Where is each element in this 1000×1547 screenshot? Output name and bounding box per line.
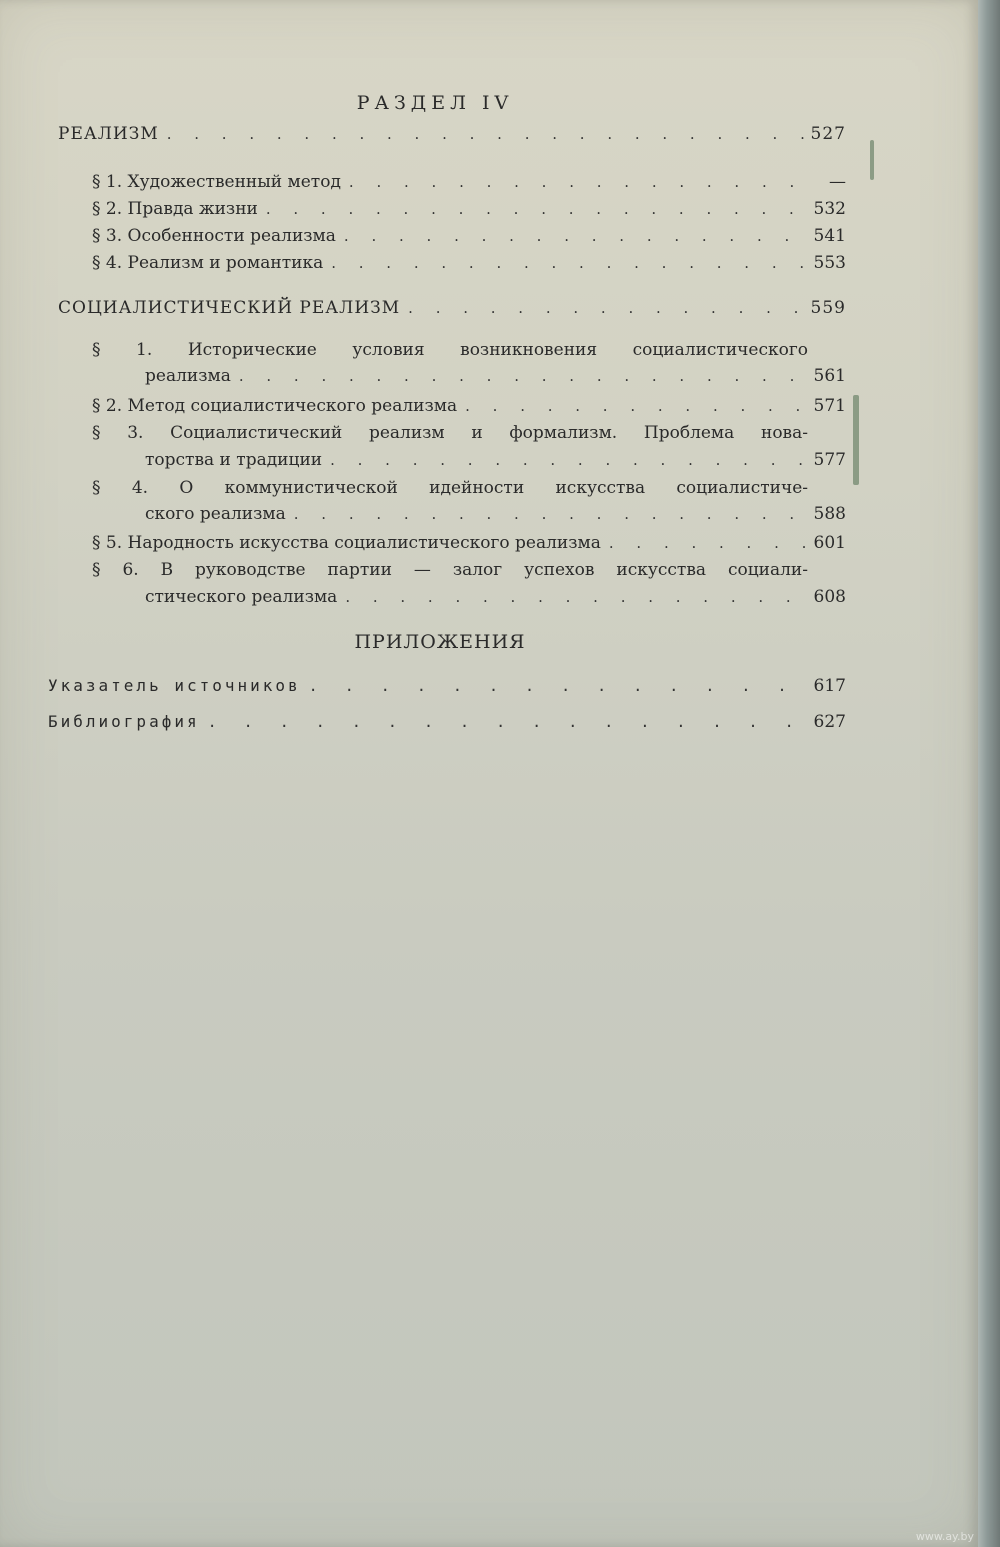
page-number: 577 bbox=[813, 450, 846, 470]
toc-paragraph bbox=[92, 226, 846, 246]
appendix-title: ПРИЛОЖЕНИЯ bbox=[354, 631, 526, 653]
page-number: 527 bbox=[810, 124, 846, 144]
toc-paragraph bbox=[92, 533, 846, 553]
leader-dots bbox=[294, 505, 808, 523]
chapter-title: РЕАЛИЗМ bbox=[58, 124, 159, 144]
appendix-entry-title: Указатель источников bbox=[48, 676, 301, 695]
page-number: 532 bbox=[813, 199, 846, 219]
page-edge-shadow bbox=[978, 0, 1000, 1547]
leader-dots bbox=[331, 254, 808, 272]
leader-dots bbox=[266, 200, 808, 218]
page-number: 571 bbox=[813, 396, 846, 416]
page-number: 608 bbox=[813, 587, 846, 607]
toc-paragraph bbox=[145, 587, 846, 607]
toc-appendix-entry bbox=[48, 676, 846, 696]
page-number: — bbox=[829, 172, 846, 192]
paragraph-title-line2: реализма bbox=[145, 366, 231, 386]
paragraph-title-line2: стического реализма bbox=[145, 587, 338, 607]
paragraph-title: § 5. Народность искусства социалистического реализма bbox=[92, 533, 601, 553]
leader-dots bbox=[309, 677, 808, 695]
paragraph-title: § 1. Художественный метод bbox=[92, 172, 341, 192]
paragraph-title: § 2. Метод социалистического реализма bbox=[92, 396, 458, 416]
leader-dots bbox=[330, 451, 808, 469]
page-number: 601 bbox=[813, 533, 846, 553]
paragraph-title-line1: § 4. О коммунистической идейности искусства социалистиче- bbox=[92, 478, 808, 498]
section-title: РАЗДЕЛ IV bbox=[356, 92, 514, 114]
paragraph-title: § 4. Реализм и романтика bbox=[92, 253, 324, 273]
page-number: 588 bbox=[813, 504, 846, 524]
page-number: 561 bbox=[813, 366, 846, 386]
chapter-title: СОЦИАЛИСТИЧЕСКИЙ РЕАЛИЗМ bbox=[58, 298, 401, 318]
toc-paragraph bbox=[92, 199, 846, 219]
paragraph-title-line2: торства и традиции bbox=[145, 450, 323, 470]
paragraph-title-line1: § 6. В руководстве партии — залог успехов искусства социали- bbox=[92, 560, 808, 580]
paragraph-title: § 2. Правда жизни bbox=[92, 199, 258, 219]
toc-chapter bbox=[58, 124, 846, 144]
leader-dots bbox=[349, 173, 808, 191]
toc-paragraph bbox=[92, 396, 846, 416]
appendix-entry-title: Библиография bbox=[48, 712, 200, 731]
leader-dots bbox=[345, 588, 808, 606]
paragraph-title-line2: ского реализма bbox=[145, 504, 286, 524]
page-number: 617 bbox=[813, 676, 846, 696]
toc-appendix-entry bbox=[48, 712, 846, 732]
leader-dots bbox=[465, 397, 808, 415]
toc-paragraph bbox=[145, 450, 846, 470]
leader-dots bbox=[208, 713, 808, 731]
toc-paragraph bbox=[92, 253, 846, 273]
leader-dots bbox=[408, 299, 806, 317]
page-number: 553 bbox=[813, 253, 846, 273]
watermark: www.ay.by bbox=[915, 1530, 974, 1543]
page-number: 627 bbox=[813, 712, 846, 732]
page-number: 541 bbox=[813, 226, 846, 246]
pencil-mark bbox=[853, 395, 859, 485]
pencil-mark bbox=[870, 140, 874, 180]
leader-dots bbox=[344, 227, 808, 245]
page-number: 559 bbox=[810, 298, 846, 318]
toc-paragraph bbox=[145, 504, 846, 524]
paragraph-title: § 3. Особенности реализма bbox=[92, 226, 336, 246]
leader-dots bbox=[239, 367, 808, 385]
toc-paragraph bbox=[145, 366, 846, 386]
leader-dots bbox=[167, 125, 807, 143]
paragraph-title-line1: § 3. Социалистический реализм и формализм. Проблема нова- bbox=[92, 423, 808, 443]
paragraph-title-line1: § 1. Исторические условия возникновения социалистического bbox=[92, 340, 808, 360]
leader-dots bbox=[609, 534, 808, 552]
toc-chapter bbox=[58, 298, 846, 318]
toc-paragraph bbox=[92, 172, 846, 192]
